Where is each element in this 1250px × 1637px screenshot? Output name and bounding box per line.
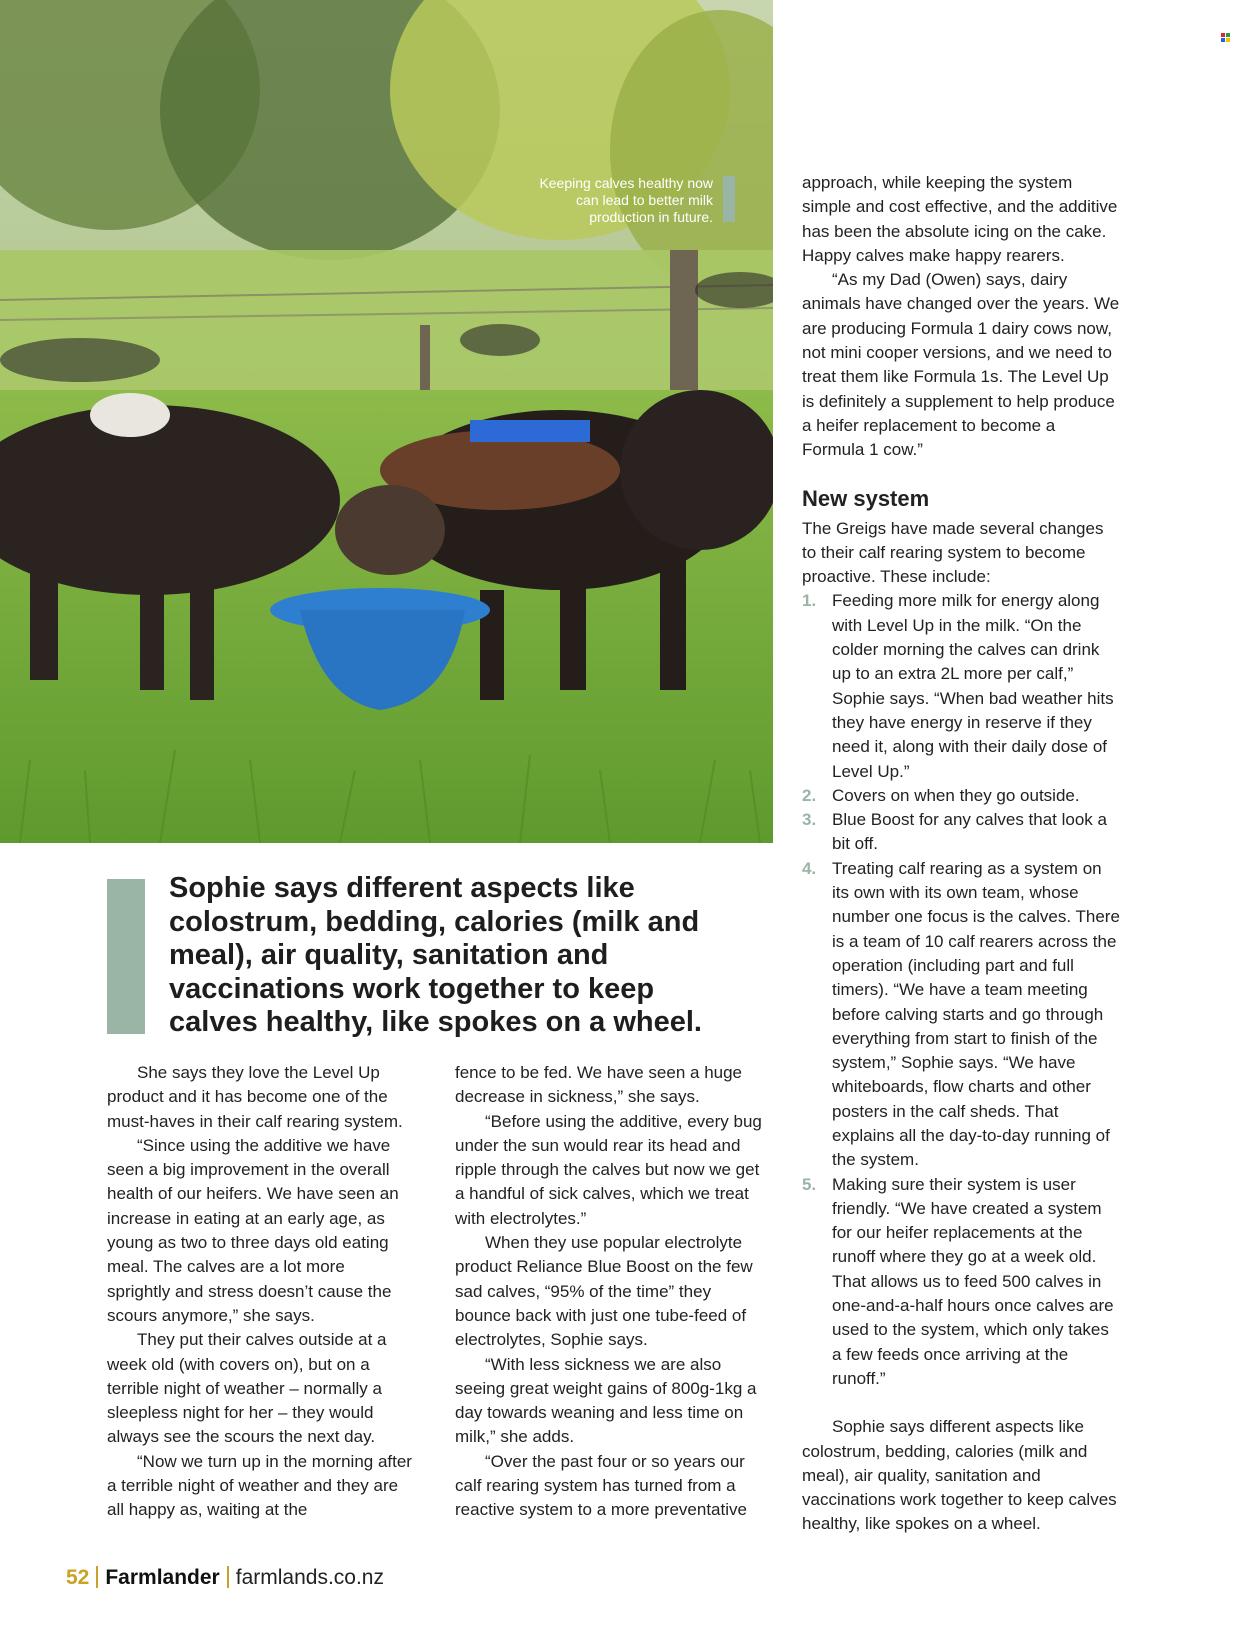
paragraph: When they use popular electrolyte product Reliance Blue Boost on the few sad calves, “95% of the time” they bounce back with just one tube-feed of electrolytes, Sophie says. — [455, 1233, 753, 1350]
calves-photo-illustration — [0, 0, 773, 843]
paragraph: “As my Dad (Owen) says, dairy animals have changed over the years. We are producing Formula 1 dairy cows now, not mini cooper versions, and we need to treat them like Formula 1s. The Level Up is definitely a supplement to help produce a heifer replacement to become a Formula 1 cow.” — [802, 270, 1120, 460]
photo-caption: Keeping calves healthy now can lead to better milk production in future. — [539, 175, 713, 225]
list-number: 1. — [802, 591, 817, 611]
registration-mark-icon — [1221, 33, 1230, 42]
magazine-brand: Farmlander — [105, 1566, 220, 1589]
list-item-text: Blue Boost for any calves that look a bit off. — [832, 810, 1107, 854]
list-item-text: Making sure their system is user friendly. “We have created a system for our heifer replacements at the runoff where they go at a week old. That allows us to feed 500 calves in one-and-a-half hours once calves are used to the system, which only takes a few feeds once arriving at the runoff.” — [832, 1174, 1114, 1388]
paragraph: “Now we turn up in the morning after a terrible night of weather and they are all happy as, waiting at the — [107, 1451, 412, 1520]
paragraph: The Greigs have made several changes to their calf rearing system to become proactive. These include: — [802, 518, 1104, 587]
list-number: 2. — [802, 785, 817, 805]
article-column-3 — [802, 171, 1120, 1537]
list-number: 3. — [802, 810, 817, 830]
list-item — [802, 589, 1120, 783]
page-footer — [66, 1565, 384, 1591]
website-link[interactable]: farmlands.co.nz — [235, 1566, 384, 1589]
list-item-text: Feeding more milk for energy along with Level Up in the milk. “On the colder morning the calves can drink up to an extra 2L more per calf,” Sophie says. “When bad weather hits they have energy in reserve if they need it, along with their daily dose of Level Up.” — [832, 591, 1114, 781]
hero-photo — [0, 0, 773, 843]
section-heading: New system — [802, 485, 930, 511]
paragraph: “Since using the additive we have seen a big improvement in the overall health of our heifers. We have seen an increase in eating at an early age, as young as two to three days old eating meal. The calves are a lot more sprightly and stress doesn’t cause the scours anymore,” she says. — [107, 1135, 399, 1325]
paragraph: Sophie says different aspects like colostrum, bedding, calories (milk and meal), air quality, sanitation and vaccinations work together to keep calves healthy, like spokes on a wheel. — [802, 1417, 1117, 1534]
list-item-text: Covers on when they go outside. — [832, 785, 1080, 805]
paragraph: fence to be fed. We have seen a huge decrease in sickness,” she says. — [455, 1063, 743, 1107]
spacer — [802, 1391, 1120, 1415]
list-item-text: Treating calf rearing as a system on its own with its own team, whose number one focus is the calves. There is a team of 10 calf rearers across the operation (including part and full timers). “We have a team meeting before calving starts and go through everything from start to finish of the system,” Sophie says. “We have whiteboards, flow charts and other posters in the calf sheds. That explains all the day-to-day running of the system. — [832, 858, 1120, 1170]
pull-quote-accent-bar — [107, 879, 145, 1034]
footer-divider — [96, 1566, 98, 1588]
paragraph: approach, while keeping the system simple and cost effective, and the additive has been the absolute icing on the cake. Happy calves make happy rearers. — [802, 173, 1118, 265]
article-column-1 — [107, 1061, 412, 1523]
paragraph: They put their calves outside at a week old (with covers on), but on a terrible night of weather – normally a sleepless night for her – they would always see the scours the next day. — [107, 1330, 387, 1447]
caption-accent-bar — [723, 176, 735, 222]
paragraph: “Over the past four or so years our calf rearing system has turned from a reactive system to a more preventative — [455, 1451, 747, 1520]
list-item — [802, 808, 1120, 857]
page-number: 52 — [66, 1566, 90, 1589]
pull-quote: Sophie says different aspects like colostrum, bedding, calories (milk and meal), air quality, sanitation and vaccinations work together to keep calves healthy, like spokes on a wheel. — [169, 872, 702, 1039]
footer-divider — [227, 1566, 229, 1588]
paragraph: She says they love the Level Up product and it has become one of the must-haves in their calf rearing system. — [107, 1063, 403, 1131]
list-number: 5. — [802, 1174, 817, 1194]
paragraph: “With less sickness we are also seeing great weight gains of 800g-1kg a day towards weaning and less time on milk,” she adds. — [455, 1354, 757, 1447]
changes-list — [802, 589, 1120, 1391]
list-item — [802, 784, 1120, 808]
paragraph: “Before using the additive, every bug under the sun would rear its head and ripple through the calves but now we get a handful of sick calves, which we treat with electrolytes.” — [455, 1111, 762, 1228]
list-number: 4. — [802, 858, 817, 878]
list-item — [802, 1173, 1120, 1392]
list-item — [802, 857, 1120, 1173]
article-column-2 — [455, 1061, 770, 1523]
